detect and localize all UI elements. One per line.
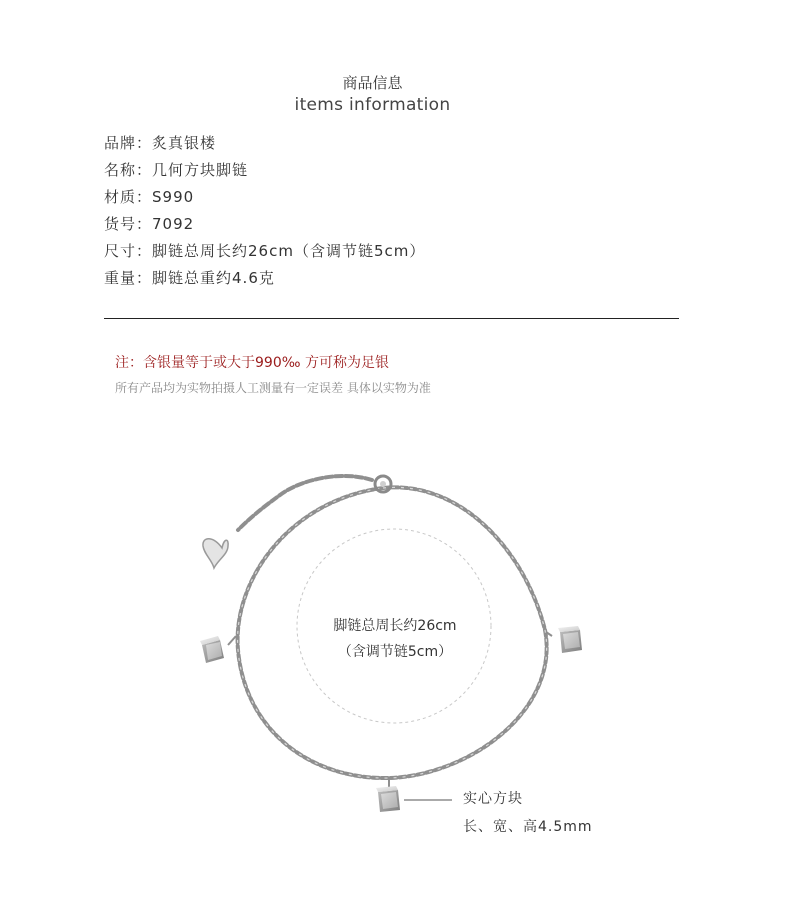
spec-row-weight	[104, 265, 425, 292]
spec-label: 货号：	[104, 215, 153, 233]
circumference-label: 脚链总周长约26cm	[333, 618, 457, 634]
spec-row-item-number	[104, 211, 425, 238]
spec-label: 重量：	[104, 269, 153, 287]
spec-value: 脚链总周长约26cm（含调节链5cm）	[152, 242, 426, 260]
charm-name: 实心方块	[463, 791, 523, 807]
extension-label: （含调节链5cm）	[337, 644, 453, 660]
spec-label: 尺寸：	[104, 242, 153, 260]
spec-label: 品牌：	[104, 134, 153, 152]
cube-charm-left	[200, 636, 236, 663]
section-title-en: items information	[294, 95, 451, 115]
anklet-figure	[0, 440, 790, 860]
spec-list	[104, 130, 425, 292]
spec-value: 炙真银楼	[152, 134, 217, 152]
spec-row-size	[104, 238, 425, 265]
heart-tag	[203, 539, 228, 568]
spec-label: 材质：	[104, 188, 153, 206]
cube-charm-right	[546, 626, 582, 653]
spec-label: 名称：	[104, 161, 153, 179]
measurement-disclaimer: 所有产品均为实物拍摄人工测量有一定误差 具体以实物为准	[115, 381, 431, 395]
spec-value: S990	[152, 188, 195, 206]
spec-value: 几何方块脚链	[152, 161, 249, 179]
spec-row-material	[104, 184, 425, 211]
spec-row-name	[104, 157, 425, 184]
cube-charm-bottom	[376, 778, 400, 812]
section-title-cn: 商品信息	[342, 74, 403, 92]
section-divider	[104, 318, 679, 319]
purity-note: 注：含银量等于或大于990‰ 方可称为足银	[115, 355, 389, 371]
spec-value: 7092	[152, 215, 195, 233]
extension-chain	[238, 476, 372, 530]
charm-size: 长、宽、高4.5mm	[463, 819, 593, 835]
spec-value: 脚链总重约4.6克	[152, 269, 275, 287]
spec-row-brand	[104, 130, 425, 157]
